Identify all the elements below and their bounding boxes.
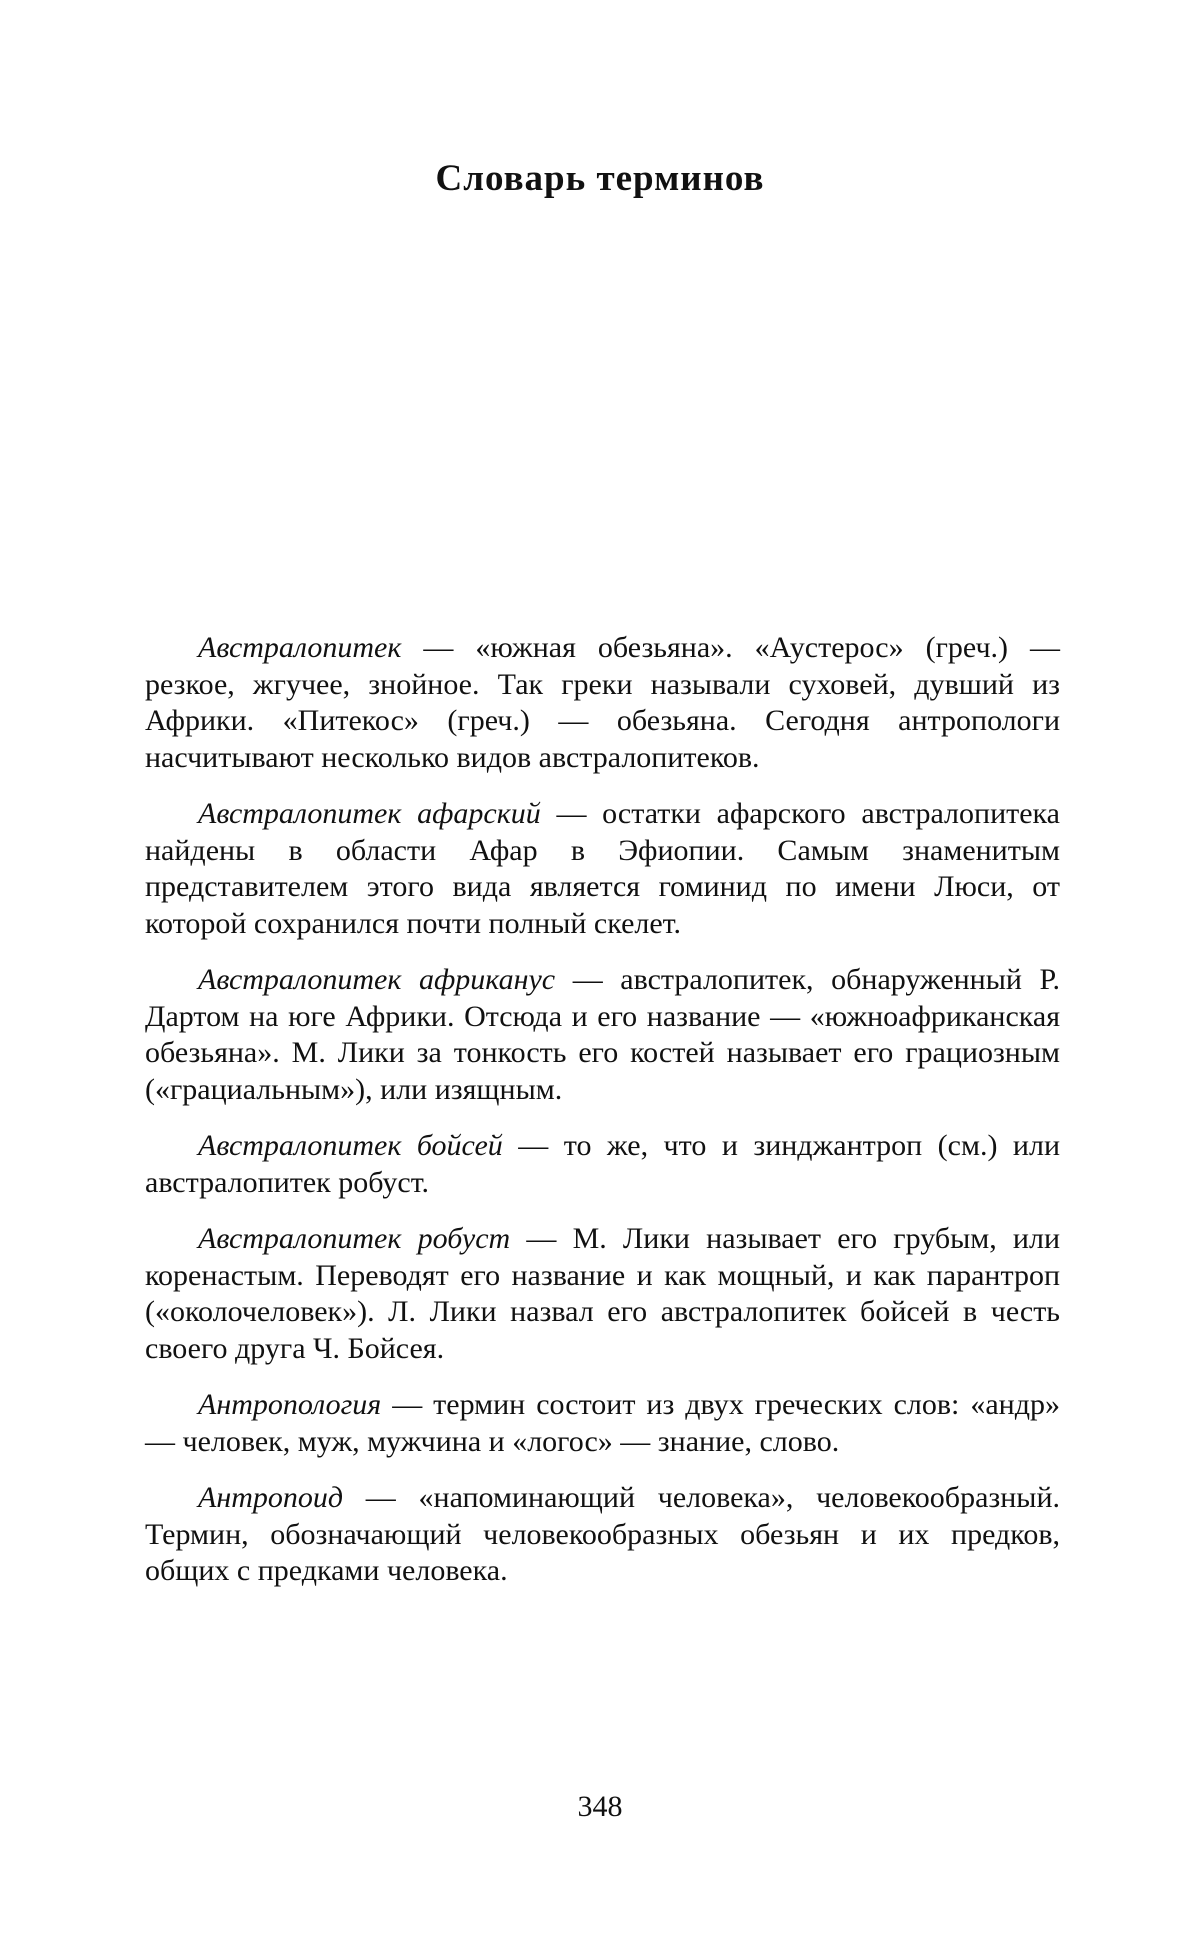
glossary-entry <box>145 796 1060 942</box>
glossary-entry <box>145 1128 1060 1201</box>
glossary-term: Австралопитек африканус <box>198 963 556 996</box>
glossary-definition: — «южная обезьяна». «Аустерос» (греч.) — резкое, жгучее, знойное. Так греки называли суховей, дувший из Африки. «Питекос» (греч.) — обезьяна. Сегодня антропологи насчитывают несколько видов австралопитеков. <box>145 631 1060 774</box>
page-title: Словарь терминов <box>435 157 765 199</box>
glossary-list <box>145 630 1060 1610</box>
glossary-definition: — то же, что и зинджантроп (см.) или австралопитек робуст. <box>145 1129 1060 1199</box>
glossary-entry <box>145 962 1060 1108</box>
glossary-definition: — остатки афарского австралопитека найдены в области Афар в Эфиопии. Самым знаменитым представителем этого вида является гоминид по имени Люси, от которой сохранился почти полный скелет. <box>145 797 1060 940</box>
glossary-definition: — М. Лики называет его грубым, или коренастым. Переводят его название и как мощный, и как парантроп («околочеловек»). Л. Лики назвал его австралопитек бойсей в честь своего друга Ч. Бойсея. <box>145 1222 1060 1365</box>
glossary-definition: — термин состоит из двух греческих слов: «андр» — человек, муж, мужчина и «логос» — знание, слово. <box>145 1388 1060 1458</box>
glossary-entry <box>145 1387 1060 1460</box>
glossary-entry <box>145 1221 1060 1367</box>
glossary-definition: — «напоминающий человека», человекообразный. Термин, обозначающий человекообразных обезьян и их предков, общих с предками человека. <box>145 1481 1060 1587</box>
glossary-entry <box>145 1480 1060 1590</box>
glossary-term: Антропоид <box>198 1481 344 1514</box>
glossary-term: Австралопитек робуст <box>198 1222 511 1255</box>
glossary-term: Австралопитек <box>198 631 402 664</box>
glossary-entry <box>145 630 1060 776</box>
page-number: 348 <box>577 1790 623 1823</box>
glossary-definition: — австралопитек, обнаруженный Р. Дартом на юге Африки. Отсюда и его название — «южноафриканская обезьяна». М. Лики за тонкость его костей называет его грациозным («грациальным»), или изящным. <box>145 963 1060 1106</box>
glossary-term: Антропология <box>198 1388 382 1421</box>
glossary-term: Австралопитек бойсей <box>198 1129 503 1162</box>
glossary-term: Австралопитек афарский <box>198 797 541 830</box>
